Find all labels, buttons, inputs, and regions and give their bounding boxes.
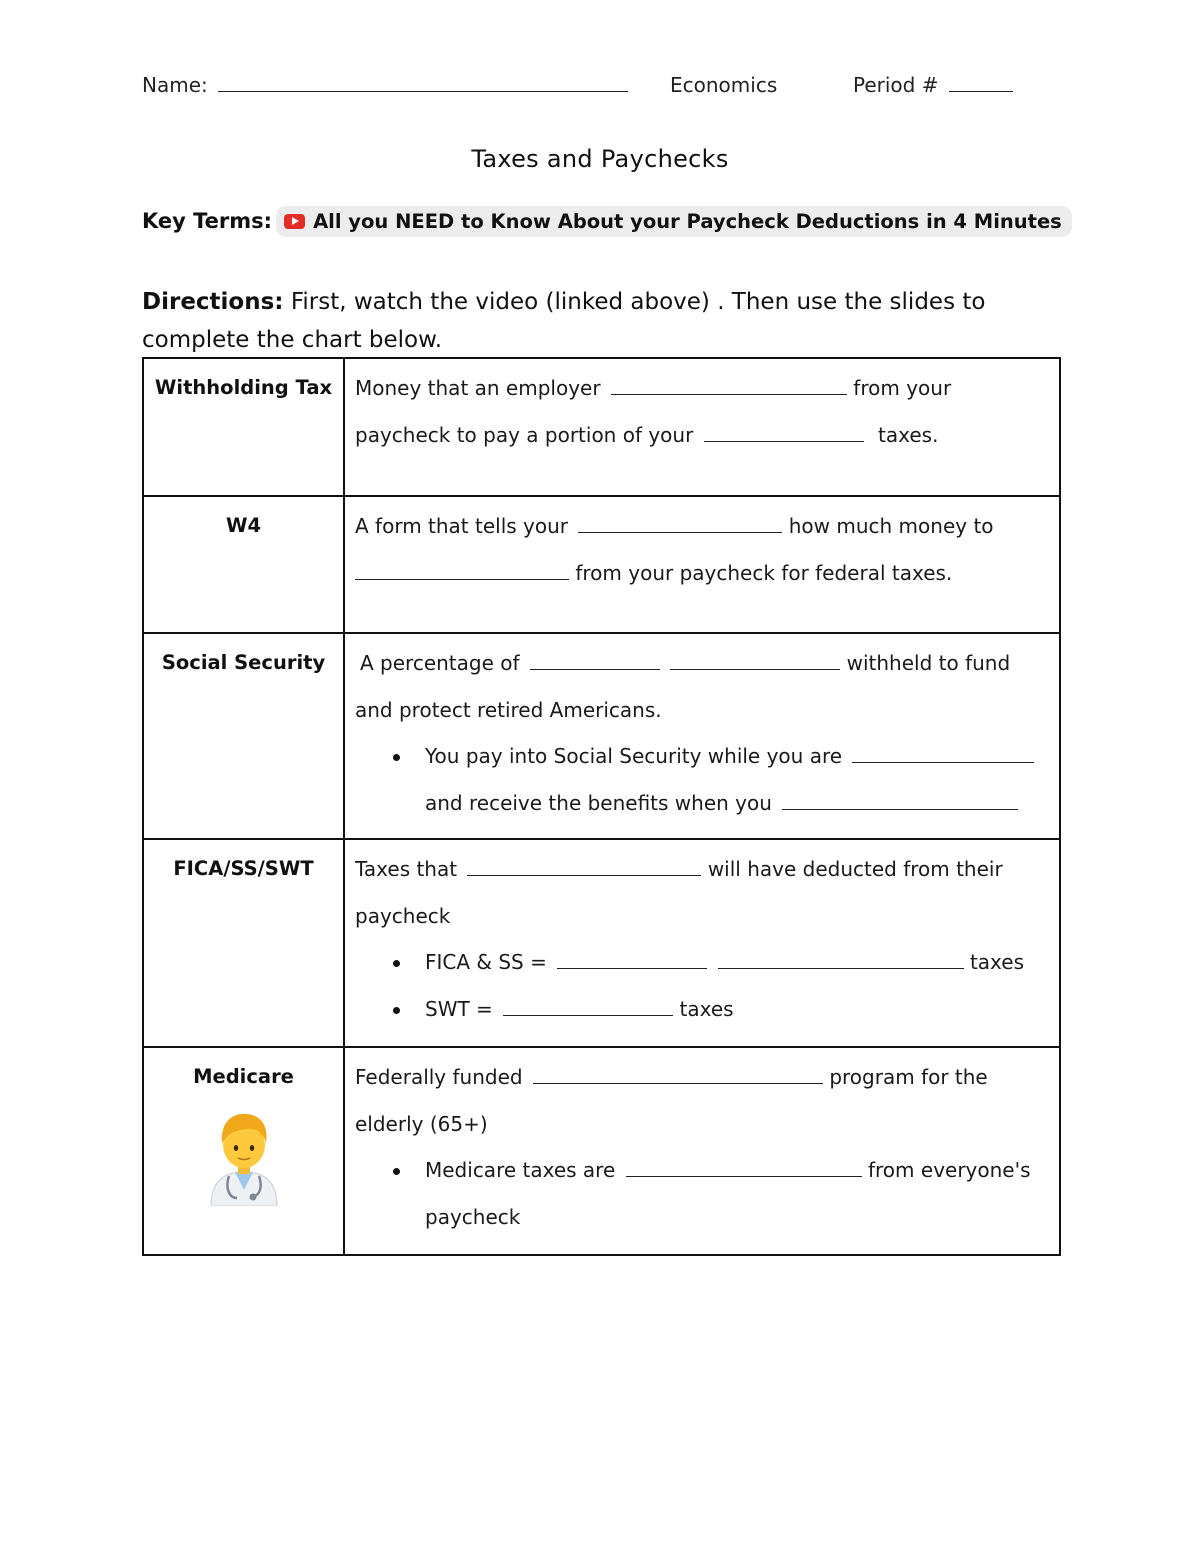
list-item bbox=[425, 1147, 1049, 1240]
definition-text: elderly (65+) bbox=[355, 1111, 488, 1136]
name-field bbox=[142, 73, 628, 97]
table-row bbox=[143, 633, 1060, 839]
header-line bbox=[142, 73, 1022, 103]
definition-text: will have deducted from their bbox=[707, 857, 1003, 881]
definition-line bbox=[355, 412, 1049, 459]
fill-blank[interactable] bbox=[533, 1082, 823, 1084]
youtube-play-icon bbox=[284, 214, 305, 229]
page-title: Taxes and Paychecks bbox=[471, 145, 729, 173]
definition-line bbox=[355, 1101, 1049, 1148]
term-label: Medicare bbox=[193, 1065, 294, 1088]
definition-text: A percentage of bbox=[360, 651, 520, 675]
definition-text: Medicare taxes are bbox=[425, 1158, 616, 1182]
definition-text: Federally funded bbox=[355, 1065, 523, 1089]
definition-text: Money that an employer bbox=[355, 376, 601, 400]
term-label: FICA/SS/SWT bbox=[173, 857, 314, 880]
definition-text: how much money to bbox=[788, 514, 994, 538]
term-cell bbox=[143, 1047, 344, 1255]
definition-text: taxes bbox=[969, 950, 1024, 974]
definition-text: SWT = bbox=[425, 996, 493, 1021]
definition-cell bbox=[344, 839, 1060, 1047]
term-cell bbox=[143, 839, 344, 1047]
definition-text: and protect retired Americans. bbox=[355, 697, 662, 722]
definition-text: FICA & SS = bbox=[425, 950, 547, 974]
fill-blank[interactable] bbox=[852, 761, 1034, 763]
fill-blank[interactable] bbox=[782, 808, 1018, 810]
list-item bbox=[425, 939, 1049, 986]
table-row bbox=[143, 1047, 1060, 1255]
fill-blank[interactable] bbox=[670, 668, 840, 670]
definition-text: from your bbox=[853, 376, 952, 400]
definition-cell bbox=[344, 358, 1060, 496]
table-row bbox=[143, 496, 1060, 633]
directions-text: First, watch the video (linked above) . Then use the slides to complete the chart below. bbox=[142, 289, 986, 353]
definition-line bbox=[355, 687, 1049, 734]
term-label: W4 bbox=[225, 514, 262, 537]
fill-blank[interactable] bbox=[626, 1175, 862, 1177]
fill-blank[interactable] bbox=[704, 440, 864, 442]
definition-cell bbox=[344, 1047, 1060, 1255]
bullet-list bbox=[355, 1147, 1049, 1240]
definition-text: and receive the benefits when you bbox=[425, 790, 772, 815]
definition-line bbox=[355, 503, 1049, 550]
list-item bbox=[425, 733, 1049, 826]
definition-text: from everyone's bbox=[867, 1158, 1031, 1182]
definition-text: paycheck to pay a portion of your bbox=[355, 422, 694, 447]
definition-line bbox=[355, 1054, 1049, 1101]
directions-label: Directions: bbox=[142, 289, 284, 315]
definition-text: paycheck bbox=[425, 1204, 521, 1229]
video-link-chip[interactable] bbox=[276, 206, 1072, 237]
definition-line bbox=[355, 846, 1049, 893]
term-label: Social Security bbox=[161, 651, 326, 674]
definition-cell bbox=[344, 633, 1060, 839]
directions bbox=[142, 283, 1067, 359]
definition-line bbox=[355, 365, 1049, 412]
video-link-text[interactable]: All you NEED to Know About your Paycheck Deductions in 4 Minutes bbox=[313, 209, 1062, 233]
name-blank[interactable] bbox=[218, 90, 628, 92]
definition-text: taxes. bbox=[878, 422, 939, 447]
bullet-list bbox=[355, 939, 1049, 1032]
definition-text: withheld to fund bbox=[846, 651, 1011, 675]
definition-text: taxes bbox=[679, 996, 734, 1021]
fill-blank[interactable] bbox=[718, 967, 964, 969]
key-terms-label: Key Terms: bbox=[142, 209, 273, 233]
definition-text: paycheck bbox=[355, 903, 451, 928]
table-row bbox=[143, 839, 1060, 1047]
fill-blank[interactable] bbox=[530, 668, 660, 670]
fill-blank[interactable] bbox=[578, 531, 782, 533]
table-row bbox=[143, 358, 1060, 496]
definition-line bbox=[355, 550, 1049, 597]
period-field bbox=[853, 73, 1013, 97]
term-cell bbox=[143, 358, 344, 496]
term-cell bbox=[143, 633, 344, 839]
health-worker-icon bbox=[207, 1110, 281, 1206]
name-label: Name: bbox=[142, 73, 208, 97]
definition-line bbox=[355, 640, 1049, 687]
definition-cell bbox=[344, 496, 1060, 633]
definition-text: program for the bbox=[829, 1065, 988, 1089]
term-cell bbox=[143, 496, 344, 633]
fill-blank[interactable] bbox=[503, 1014, 673, 1016]
bullet-list bbox=[355, 733, 1049, 826]
subject-label: Economics bbox=[670, 73, 778, 97]
definition-line bbox=[355, 893, 1049, 940]
definition-text: A form that tells your bbox=[355, 514, 569, 538]
period-blank[interactable] bbox=[949, 90, 1013, 92]
list-item bbox=[425, 986, 1049, 1033]
terms-chart bbox=[142, 357, 1061, 1256]
fill-blank[interactable] bbox=[467, 874, 701, 876]
definition-text: from your paycheck for federal taxes. bbox=[575, 560, 953, 585]
term-label: Withholding Tax bbox=[154, 376, 333, 399]
fill-blank[interactable] bbox=[557, 967, 707, 969]
definition-text: Taxes that bbox=[355, 857, 458, 881]
key-terms bbox=[142, 203, 1072, 239]
period-label: Period # bbox=[853, 73, 939, 97]
fill-blank[interactable] bbox=[611, 393, 847, 395]
fill-blank[interactable] bbox=[355, 578, 569, 580]
definition-text: You pay into Social Security while you are bbox=[425, 744, 843, 768]
